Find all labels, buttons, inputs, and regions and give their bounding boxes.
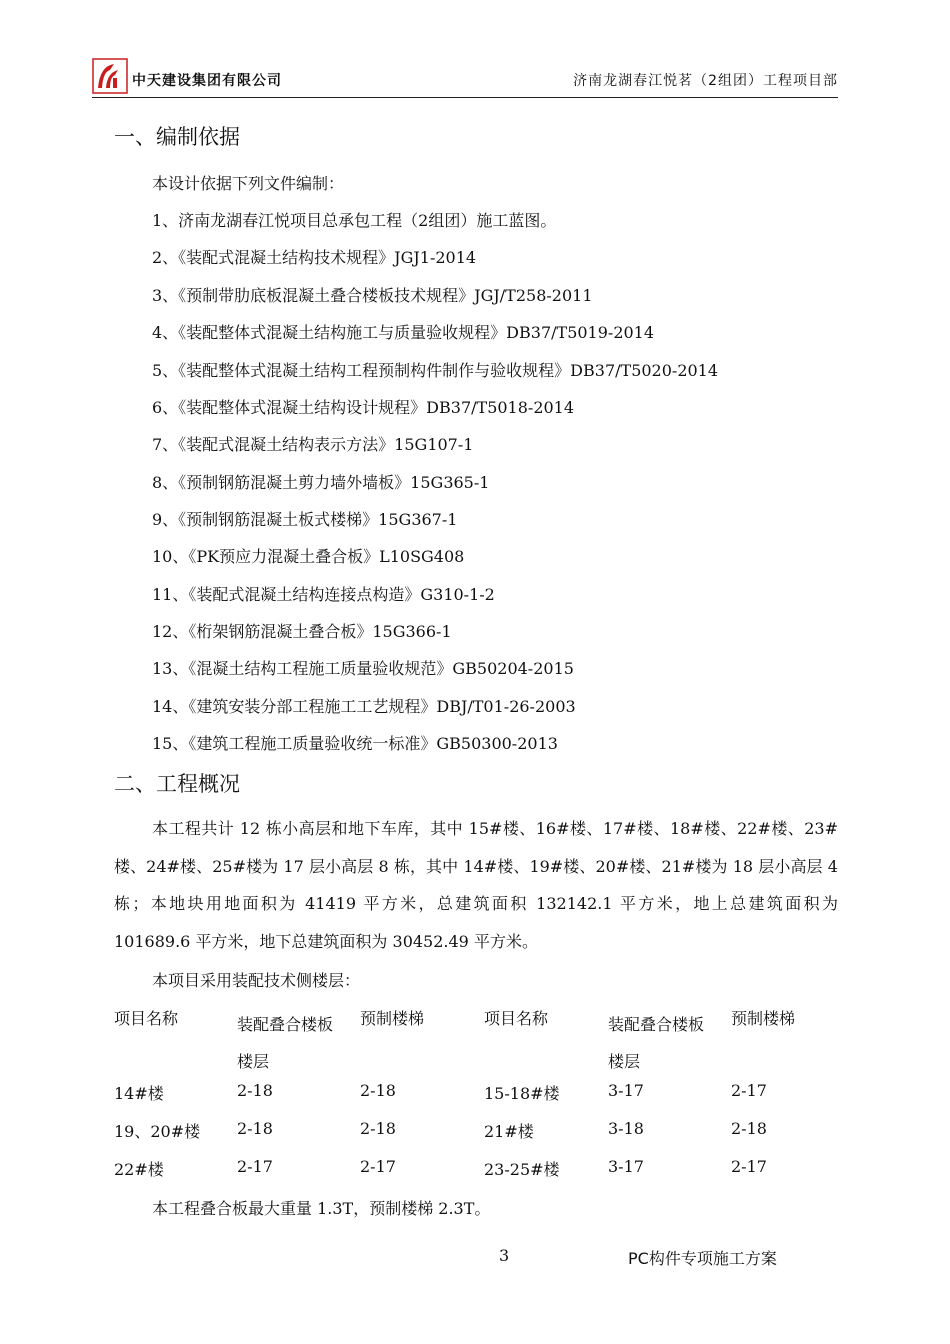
table-intro: 本项目采用装配技术侧楼层：: [152, 971, 361, 990]
table-cell: 2-17: [731, 1081, 767, 1100]
table-cell: 2-17: [731, 1157, 767, 1176]
table-cell: 23-25#楼: [484, 1160, 560, 1179]
table-cell: 3-17: [608, 1081, 644, 1100]
table-header-cell: 装配叠合楼板楼层: [608, 1015, 705, 1071]
reference-item: 9、《预制钢筋混凝土板式楼梯》15G367-1: [152, 510, 458, 529]
reference-item: 11、《装配式混凝土结构连接点构造》G310-1-2: [152, 585, 495, 604]
table-cell: 2-18: [731, 1119, 767, 1138]
reference-item: 14、《建筑安装分部工程施工工艺规程》DBJ/T01-26-2003: [152, 697, 576, 716]
company-name: 中天建设集团有限公司: [132, 73, 282, 89]
reference-item: 13、《混凝土结构工程施工质量验收规范》GB50204-2015: [152, 659, 574, 678]
header-divider: [92, 97, 838, 98]
table-header-cell: 预制楼梯: [360, 1009, 425, 1028]
table-cell: 2-18: [360, 1119, 396, 1138]
reference-item: 4、《装配整体式混凝土结构施工与质量验收规程》DB37/T5019-2014: [152, 323, 655, 342]
reference-item: 7、《装配式混凝土结构表示方法》15G107-1: [152, 435, 474, 454]
table-cell: 2-18: [360, 1081, 396, 1100]
reference-item: 8、《预制钢筋混凝土剪力墙外墙板》15G365-1: [152, 473, 490, 492]
reference-item: 12、《桁架钢筋混凝土叠合板》15G366-1: [152, 622, 452, 641]
table-cell: 19、20#楼: [114, 1122, 201, 1141]
table-cell: 21#楼: [484, 1122, 534, 1141]
section-1-title: 一、编制依据: [114, 125, 240, 149]
project-name: 济南龙湖春江悦茗（2组团）工程项目部: [573, 73, 838, 89]
table-cell: 22#楼: [114, 1160, 164, 1179]
page-number: 3: [499, 1246, 510, 1265]
reference-item: 6、《装配整体式混凝土结构设计规程》DB37/T5018-2014: [152, 398, 575, 417]
table-header-cell: 预制楼梯: [731, 1009, 796, 1028]
table-header-cell: 项目名称: [484, 1009, 549, 1028]
page-header: [92, 58, 838, 96]
table-cell: 2-18: [237, 1081, 273, 1100]
project-overview-paragraph: 本工程共计 12 栋小高层和地下车库，其中 15#楼、16#楼、17#楼、18#楼、22#楼、23#楼、24#楼、25#楼为 17 层小高层 8 栋，其中 14#楼、19#楼、20#楼、21#楼为 18 层小高层 4 栋；本地块用地面积为 41419 平方米，总建筑面积 132142.1 平方米，地上总建筑面积为 101689.6 平方米，地下总建筑面积为 30452.49 平方米。: [114, 819, 838, 951]
table-cell: 15-18#楼: [484, 1084, 560, 1103]
footer-doc-title: PC构件专项施工方案: [628, 1249, 777, 1268]
reference-item: 15、《建筑工程施工质量验收统一标准》GB50300-2013: [152, 734, 558, 753]
table-cell: 3-17: [608, 1157, 644, 1176]
table-header-cell: 装配叠合楼板楼层: [237, 1015, 334, 1071]
section-1-intro: 本设计依据下列文件编制：: [152, 174, 345, 193]
reference-item: 10、《PK预应力混凝土叠合板》L10SG408: [152, 547, 465, 566]
company-logo: [92, 58, 128, 94]
reference-item: 2、《装配式混凝土结构技术规程》JGJ1-2014: [152, 248, 477, 267]
weight-note: 本工程叠合板最大重量 1.3T，预制楼梯 2.3T。: [152, 1199, 491, 1218]
reference-item: 5、《装配整体式混凝土结构工程预制构件制作与验收规程》DB37/T5020-2014: [152, 361, 719, 380]
table-cell: 2-17: [360, 1157, 396, 1176]
table-cell: 14#楼: [114, 1084, 164, 1103]
table-header-cell: 项目名称: [114, 1009, 179, 1028]
section-2-title: 二、工程概况: [114, 772, 240, 796]
table-cell: 2-18: [237, 1119, 273, 1138]
table-cell: 3-18: [608, 1119, 644, 1138]
reference-item: 1、济南龙湖春江悦项目总承包工程（2组团）施工蓝图。: [152, 211, 557, 230]
reference-item: 3、《预制带肋底板混凝土叠合楼板技术规程》JGJ/T258-2011: [152, 286, 593, 305]
table-cell: 2-17: [237, 1157, 273, 1176]
